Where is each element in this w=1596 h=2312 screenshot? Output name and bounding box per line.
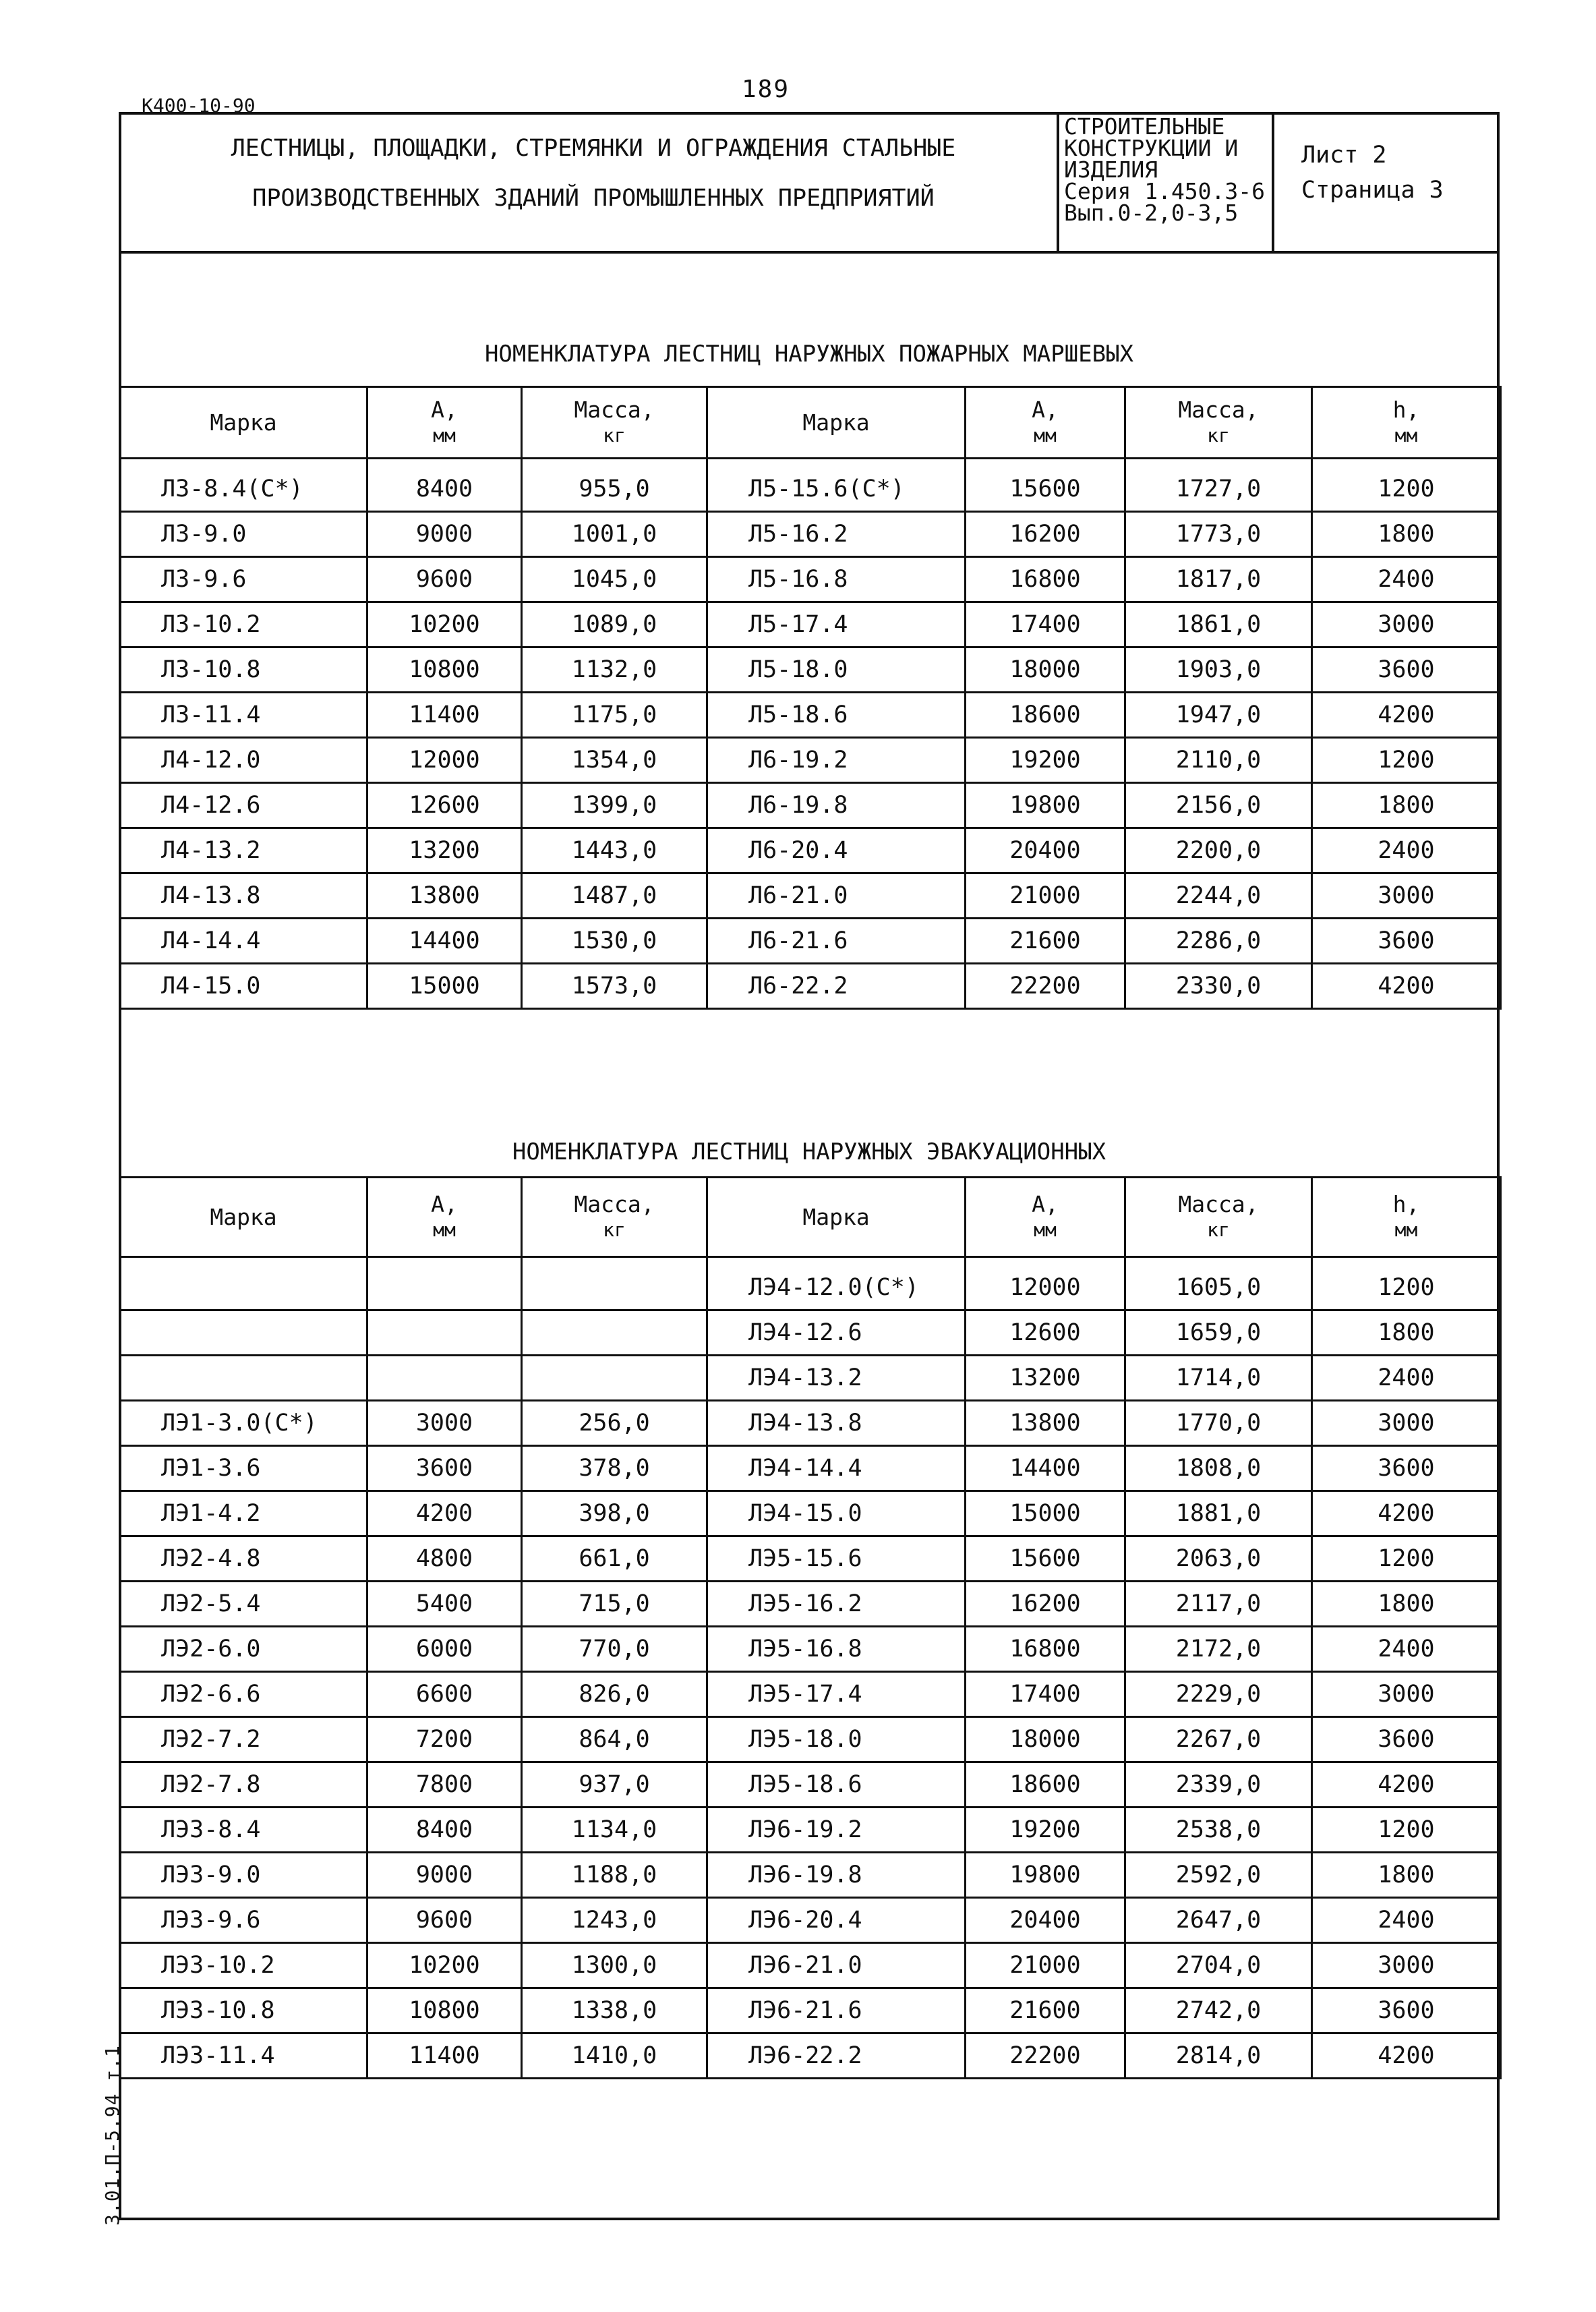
table-row (120, 647, 1501, 693)
table-cell: 2244,0 (1125, 873, 1312, 919)
table-cell: Л4-13.8 (120, 873, 367, 919)
table-cell: 3600 (1312, 1446, 1501, 1491)
table-cell: Л6-19.2 (707, 738, 966, 783)
table-row (120, 1988, 1501, 2033)
table-cell: 2400 (1312, 1627, 1501, 1672)
table-cell: Л3-8.4(С*) (120, 459, 367, 512)
evacuation-stairs-table (119, 1176, 1502, 2079)
table-cell: Л6-20.4 (707, 828, 966, 873)
table-cell: ЛЭ6-19.8 (707, 1853, 966, 1898)
table-cell: 1443,0 (522, 828, 707, 873)
table-row (120, 873, 1501, 919)
table-cell: ЛЭ5-15.6 (707, 1536, 966, 1582)
table-cell: ЛЭ5-18.6 (707, 1762, 966, 1808)
table-cell: 1338,0 (522, 1988, 707, 2033)
column-header-h: h, мм (1312, 387, 1501, 459)
table-cell: 10800 (367, 1988, 522, 2033)
table-row (120, 1536, 1501, 1582)
table-cell: 2400 (1312, 1898, 1501, 1943)
table-cell: 1175,0 (522, 693, 707, 738)
table-cell: ЛЭ4-12.6 (707, 1310, 966, 1356)
table-row (120, 693, 1501, 738)
header-divider-vertical (1272, 112, 1274, 251)
table-cell: 1132,0 (522, 647, 707, 693)
table-cell: ЛЭ6-21.0 (707, 1943, 966, 1988)
document-code: К400-10-90 (142, 94, 256, 117)
table-cell: 1045,0 (522, 557, 707, 602)
table-cell: 18000 (966, 1717, 1125, 1762)
table-cell: Л4-12.0 (120, 738, 367, 783)
table-cell: 14400 (966, 1446, 1125, 1491)
table-cell: 2400 (1312, 1356, 1501, 1401)
table-cell: 12000 (367, 738, 522, 783)
table-cell: 2814,0 (1125, 2033, 1312, 2079)
table-cell: 7200 (367, 1717, 522, 1762)
table-cell: 20400 (966, 1898, 1125, 1943)
series-block (1064, 113, 1266, 226)
table-cell: 2172,0 (1125, 1627, 1312, 1672)
table-cell: 1808,0 (1125, 1446, 1312, 1491)
table-cell: 378,0 (522, 1446, 707, 1491)
table-cell: 12600 (367, 783, 522, 828)
table-cell: ЛЭ1-3.0(С*) (120, 1401, 367, 1446)
table-cell: ЛЭ4-13.8 (707, 1401, 966, 1446)
table-cell: 4200 (1312, 964, 1501, 1009)
table-cell: Л6-19.8 (707, 783, 966, 828)
table-cell: 2742,0 (1125, 1988, 1312, 2033)
table2-title: НОМЕНКЛАТУРА ЛЕСТНИЦ НАРУЖНЫХ ЭВАКУАЦИОННЫХ (512, 1138, 1106, 1165)
table-cell: 2156,0 (1125, 783, 1312, 828)
table-cell: ЛЭ5-17.4 (707, 1672, 966, 1717)
table-cell: ЛЭ2-6.6 (120, 1672, 367, 1717)
table-cell: 15600 (966, 459, 1125, 512)
table-cell (367, 1356, 522, 1401)
table-cell (120, 1257, 367, 1310)
table-cell: 9000 (367, 512, 522, 557)
document-title-line-1: ЛЕСТНИЦЫ, ПЛОЩАДКИ, СТРЕМЯНКИ И ОГРАЖДЕНИЯ СТАЛЬНЫЕ (231, 135, 956, 162)
table-cell: Л5-16.8 (707, 557, 966, 602)
table-cell: 21000 (966, 873, 1125, 919)
table-cell: 1354,0 (522, 738, 707, 783)
table-row (120, 1853, 1501, 1898)
table-row (120, 1717, 1501, 1762)
table-cell: 18600 (966, 693, 1125, 738)
table-cell: 9600 (367, 1898, 522, 1943)
table-cell: ЛЭ6-22.2 (707, 2033, 966, 2079)
sheet-block (1301, 138, 1444, 208)
table-cell: Л3-10.8 (120, 647, 367, 693)
table-cell: 1089,0 (522, 602, 707, 647)
table-cell (522, 1257, 707, 1310)
table-cell: 2592,0 (1125, 1853, 1312, 1898)
table-cell: 1573,0 (522, 964, 707, 1009)
table-cell: 2229,0 (1125, 1672, 1312, 1717)
table-cell: 16800 (966, 1627, 1125, 1672)
table-cell: 4200 (1312, 1762, 1501, 1808)
table-cell: Л4-14.4 (120, 919, 367, 964)
table-cell: 15600 (966, 1536, 1125, 1582)
side-document-code: 3.01.П-5.94 т.1 (101, 2045, 123, 2226)
table-cell: 1903,0 (1125, 647, 1312, 693)
table-cell: 864,0 (522, 1717, 707, 1762)
table-cell: 3000 (1312, 1672, 1501, 1717)
series-line: Серия 1.450.3-6 (1064, 178, 1266, 204)
table-cell: 2200,0 (1125, 828, 1312, 873)
table-row (120, 1582, 1501, 1627)
table-cell: 6600 (367, 1672, 522, 1717)
table-cell: Л3-9.0 (120, 512, 367, 557)
table-header-row (120, 1178, 1501, 1257)
table-header-row (120, 387, 1501, 459)
table-cell: 2286,0 (1125, 919, 1312, 964)
table-cell: 9000 (367, 1853, 522, 1898)
table-cell: 1861,0 (1125, 602, 1312, 647)
column-header-a: А, мм (367, 1178, 522, 1257)
table-cell: 1410,0 (522, 2033, 707, 2079)
table-row (120, 1401, 1501, 1446)
table-row (120, 1808, 1501, 1853)
table-cell: 5400 (367, 1582, 522, 1627)
table-cell: 4800 (367, 1536, 522, 1582)
table-cell: Л6-22.2 (707, 964, 966, 1009)
table-cell: 17400 (966, 602, 1125, 647)
table-cell: 1800 (1312, 783, 1501, 828)
table-cell: 19800 (966, 783, 1125, 828)
table-row (120, 1943, 1501, 1988)
table-cell (120, 1310, 367, 1356)
table-cell: ЛЭ2-7.8 (120, 1762, 367, 1808)
table-cell: Л5-18.6 (707, 693, 966, 738)
column-header-a: А, мм (966, 387, 1125, 459)
table-cell: 8400 (367, 1808, 522, 1853)
table-cell: 1487,0 (522, 873, 707, 919)
table-row (120, 964, 1501, 1009)
table-cell: 13200 (966, 1356, 1125, 1401)
table-cell: 1200 (1312, 1808, 1501, 1853)
table-cell: 20400 (966, 828, 1125, 873)
sheet-number: Лист 2 (1301, 142, 1387, 169)
table-cell: 22200 (966, 964, 1125, 1009)
table-cell: 2267,0 (1125, 1717, 1312, 1762)
table-cell: 1001,0 (522, 512, 707, 557)
table-cell: 2110,0 (1125, 738, 1312, 783)
table-cell: Л4-15.0 (120, 964, 367, 1009)
table-cell: 22200 (966, 2033, 1125, 2079)
table-cell: Л6-21.6 (707, 919, 966, 964)
table-cell: ЛЭ3-10.8 (120, 1988, 367, 2033)
table-cell: 2538,0 (1125, 1808, 1312, 1853)
table-cell: 1605,0 (1125, 1257, 1312, 1310)
table-cell: 15000 (966, 1491, 1125, 1536)
table-cell: 16200 (966, 1582, 1125, 1627)
table-cell (522, 1310, 707, 1356)
table-cell: 1800 (1312, 1310, 1501, 1356)
table-cell: 17400 (966, 1672, 1125, 1717)
table-row (120, 459, 1501, 512)
table-cell: 955,0 (522, 459, 707, 512)
table-cell: 2339,0 (1125, 1762, 1312, 1808)
series-line: Вып.0-2,0-3,5 (1064, 200, 1239, 226)
table-cell: 3000 (1312, 873, 1501, 919)
table-cell: 11400 (367, 693, 522, 738)
table-cell: 15000 (367, 964, 522, 1009)
table-cell: 2647,0 (1125, 1898, 1312, 1943)
table-cell: ЛЭ3-11.4 (120, 2033, 367, 2079)
table-cell: ЛЭ1-4.2 (120, 1491, 367, 1536)
table-cell: 826,0 (522, 1672, 707, 1717)
table-cell: 4200 (1312, 2033, 1501, 2079)
table-cell: 3600 (1312, 919, 1501, 964)
table-cell: 13200 (367, 828, 522, 873)
table-cell: 2117,0 (1125, 1582, 1312, 1627)
table-cell: 398,0 (522, 1491, 707, 1536)
table-cell: Л4-12.6 (120, 783, 367, 828)
table-cell: 9600 (367, 557, 522, 602)
table-cell: ЛЭ4-12.0(С*) (707, 1257, 966, 1310)
table-cell: 2330,0 (1125, 964, 1312, 1009)
table-cell: ЛЭ3-9.0 (120, 1853, 367, 1898)
table-cell: 1530,0 (522, 919, 707, 964)
column-header-mark: Марка (120, 1178, 367, 1257)
header-divider-vertical (1057, 112, 1059, 251)
table-cell: 256,0 (522, 1401, 707, 1446)
column-header-mark: Марка (120, 387, 367, 459)
table-cell: 3600 (367, 1446, 522, 1491)
table-cell: 19800 (966, 1853, 1125, 1898)
table-cell: 18000 (966, 647, 1125, 693)
table-cell: 1200 (1312, 1257, 1501, 1310)
table-cell: 1399,0 (522, 783, 707, 828)
table-cell: 19200 (966, 738, 1125, 783)
table-cell: 1800 (1312, 1582, 1501, 1627)
table-cell: 2400 (1312, 557, 1501, 602)
table-cell: Л4-13.2 (120, 828, 367, 873)
series-line: ИЗДЕЛИЯ (1064, 156, 1158, 183)
table-cell: 11400 (367, 2033, 522, 2079)
table-cell: ЛЭ4-14.4 (707, 1446, 966, 1491)
table-cell: 1817,0 (1125, 557, 1312, 602)
table-cell: 14400 (367, 919, 522, 964)
page-number: 189 (742, 76, 790, 103)
table-cell: Л5-15.6(С*) (707, 459, 966, 512)
table-cell: 715,0 (522, 1582, 707, 1627)
table-cell: 1714,0 (1125, 1356, 1312, 1401)
table-row (120, 828, 1501, 873)
table-cell: Л3-10.2 (120, 602, 367, 647)
table-cell: ЛЭ4-15.0 (707, 1491, 966, 1536)
table-cell: 1200 (1312, 738, 1501, 783)
table-cell: ЛЭ4-13.2 (707, 1356, 966, 1401)
table-cell: 4200 (1312, 1491, 1501, 1536)
table-cell: 2063,0 (1125, 1536, 1312, 1582)
table-cell: 13800 (966, 1401, 1125, 1446)
table-cell: 10200 (367, 1943, 522, 1988)
table-row (120, 1446, 1501, 1491)
table-cell: 1800 (1312, 512, 1501, 557)
table-cell: Л5-18.0 (707, 647, 966, 693)
table-cell: 1773,0 (1125, 512, 1312, 557)
table-cell: ЛЭ2-6.0 (120, 1627, 367, 1672)
column-header-h: h, мм (1312, 1178, 1501, 1257)
table-cell: 6000 (367, 1627, 522, 1672)
table-cell: 3000 (1312, 602, 1501, 647)
table-cell: 1300,0 (522, 1943, 707, 1988)
table-cell: 21600 (966, 919, 1125, 964)
table-cell: 1881,0 (1125, 1491, 1312, 1536)
series-line: КОНСТРУКЦИИ И (1064, 135, 1239, 161)
table-row (120, 1257, 1501, 1310)
column-header-a: А, мм (966, 1178, 1125, 1257)
column-header-a: А, мм (367, 387, 522, 459)
table-cell: ЛЭ2-7.2 (120, 1717, 367, 1762)
table-cell: 10200 (367, 602, 522, 647)
table-cell: 3000 (1312, 1401, 1501, 1446)
column-header-mass: Масса, кг (522, 387, 707, 459)
table-cell (367, 1257, 522, 1310)
table-cell (120, 1356, 367, 1401)
table-cell: 16200 (966, 512, 1125, 557)
page-label: Страница 3 (1301, 177, 1444, 204)
table-cell: Л3-9.6 (120, 557, 367, 602)
table-cell: 3600 (1312, 1717, 1501, 1762)
table-cell: 1200 (1312, 459, 1501, 512)
header-divider (119, 251, 1500, 254)
table-cell: ЛЭ5-18.0 (707, 1717, 966, 1762)
table-row (120, 512, 1501, 557)
table-cell: 4200 (1312, 693, 1501, 738)
table-cell: ЛЭ3-10.2 (120, 1943, 367, 1988)
table-cell: 3600 (1312, 647, 1501, 693)
table-cell: 2400 (1312, 828, 1501, 873)
series-line: СТРОИТЕЛЬНЫЕ (1064, 113, 1225, 140)
table-cell: ЛЭ3-8.4 (120, 1808, 367, 1853)
column-header-mass: Масса, кг (1125, 1178, 1312, 1257)
table-cell: 3000 (1312, 1943, 1501, 1988)
table-cell: 2704,0 (1125, 1943, 1312, 1988)
column-header-mass: Масса, кг (1125, 387, 1312, 459)
table-cell: 1947,0 (1125, 693, 1312, 738)
table-row (120, 783, 1501, 828)
table-cell: 21000 (966, 1943, 1125, 1988)
document-title-line-2: ПРОИЗВОДСТВЕННЫХ ЗДАНИЙ ПРОМЫШЛЕННЫХ ПРЕДПРИЯТИЙ (252, 185, 935, 212)
table-cell: ЛЭ5-16.8 (707, 1627, 966, 1672)
table-cell: 1134,0 (522, 1808, 707, 1853)
table-cell: ЛЭ3-9.6 (120, 1898, 367, 1943)
column-header-mark: Марка (707, 387, 966, 459)
table-row (120, 557, 1501, 602)
table-cell: 19200 (966, 1808, 1125, 1853)
table-cell: Л3-11.4 (120, 693, 367, 738)
table-cell: 3000 (367, 1401, 522, 1446)
table-row (120, 1672, 1501, 1717)
table-cell: 1200 (1312, 1536, 1501, 1582)
table-cell: 3600 (1312, 1988, 1501, 2033)
table-cell: ЛЭ1-3.6 (120, 1446, 367, 1491)
column-header-mass: Масса, кг (522, 1178, 707, 1257)
table-cell: Л6-21.0 (707, 873, 966, 919)
table-cell (367, 1310, 522, 1356)
table-cell (522, 1356, 707, 1401)
table-cell: Л5-17.4 (707, 602, 966, 647)
table-row (120, 1356, 1501, 1401)
column-header-mark: Марка (707, 1178, 966, 1257)
table-cell: 12000 (966, 1257, 1125, 1310)
table-row (120, 1310, 1501, 1356)
table-cell: ЛЭ6-21.6 (707, 1988, 966, 2033)
table-cell: 661,0 (522, 1536, 707, 1582)
table-row (120, 602, 1501, 647)
table-cell: 8400 (367, 459, 522, 512)
table-cell: ЛЭ2-4.8 (120, 1536, 367, 1582)
table-cell: ЛЭ2-5.4 (120, 1582, 367, 1627)
table-cell: 12600 (966, 1310, 1125, 1356)
table-cell: 1243,0 (522, 1898, 707, 1943)
table-row (120, 919, 1501, 964)
table-cell: 4200 (367, 1491, 522, 1536)
table-cell: Л5-16.2 (707, 512, 966, 557)
table-cell: 937,0 (522, 1762, 707, 1808)
table-cell: 16800 (966, 557, 1125, 602)
table-cell: 1727,0 (1125, 459, 1312, 512)
table-cell: 1188,0 (522, 1853, 707, 1898)
table-cell: 770,0 (522, 1627, 707, 1672)
table-row (120, 1762, 1501, 1808)
table-cell: ЛЭ5-16.2 (707, 1582, 966, 1627)
table-cell: 1659,0 (1125, 1310, 1312, 1356)
table-cell: 21600 (966, 1988, 1125, 2033)
table-row (120, 1491, 1501, 1536)
table1-title: НОМЕНКЛАТУРА ЛЕСТНИЦ НАРУЖНЫХ ПОЖАРНЫХ МАРШЕВЫХ (484, 341, 1134, 368)
table-cell: 18600 (966, 1762, 1125, 1808)
table-cell: 1800 (1312, 1853, 1501, 1898)
table-cell: 7800 (367, 1762, 522, 1808)
table-cell: 10800 (367, 647, 522, 693)
table-row (120, 738, 1501, 783)
table-cell: ЛЭ6-20.4 (707, 1898, 966, 1943)
table-row (120, 1627, 1501, 1672)
fire-stairs-table (119, 386, 1502, 1010)
table-row (120, 1898, 1501, 1943)
table-cell: 1770,0 (1125, 1401, 1312, 1446)
table-cell: 13800 (367, 873, 522, 919)
table-row (120, 2033, 1501, 2079)
table-cell: ЛЭ6-19.2 (707, 1808, 966, 1853)
